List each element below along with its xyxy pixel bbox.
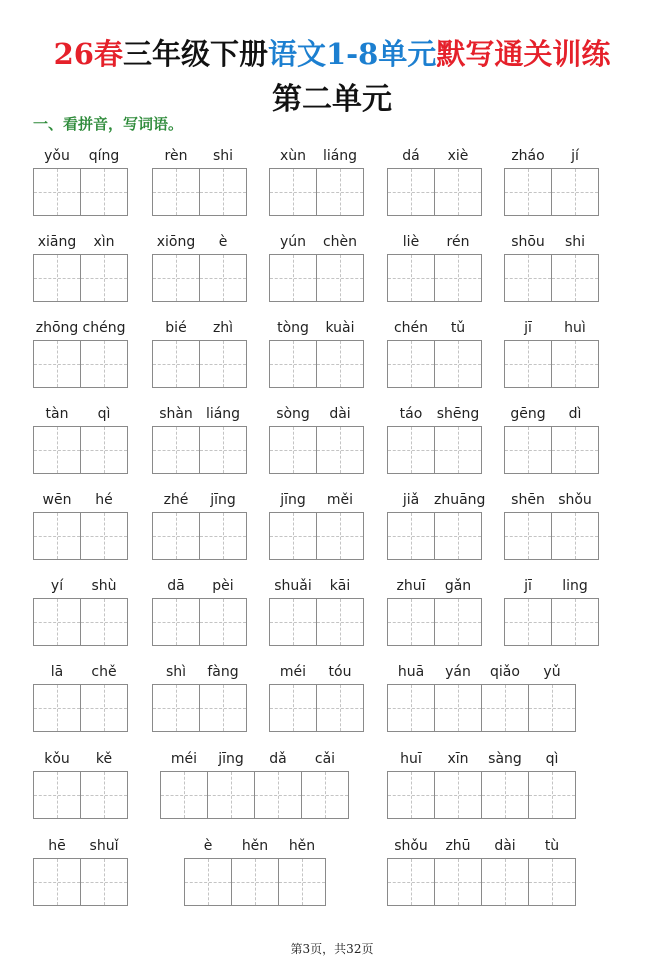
writing-box[interactable] xyxy=(504,598,552,646)
pinyin-syllable: è xyxy=(203,838,213,854)
writing-box[interactable] xyxy=(199,340,247,388)
pinyin-syllable: xiōng xyxy=(156,234,196,250)
writing-box[interactable] xyxy=(33,858,81,906)
writing-box[interactable] xyxy=(152,168,200,216)
pinyin-syllable: xīn xyxy=(447,751,469,767)
pinyin-syllable: shàn xyxy=(159,406,193,422)
pinyin-syllable: zháo xyxy=(511,148,545,164)
writing-box[interactable] xyxy=(184,858,232,906)
writing-box-group xyxy=(33,771,128,819)
pinyin-syllable: chéng xyxy=(82,320,126,336)
writing-box[interactable] xyxy=(528,684,576,732)
writing-box[interactable] xyxy=(80,254,128,302)
writing-box[interactable] xyxy=(481,858,529,906)
pinyin-syllable: yán xyxy=(445,664,471,680)
writing-box-group xyxy=(160,771,349,819)
writing-box-group xyxy=(387,254,482,302)
pinyin-syllable: wēn xyxy=(42,492,72,508)
writing-box[interactable] xyxy=(33,168,81,216)
pinyin-syllable: shuǐ xyxy=(89,838,119,854)
writing-box-group xyxy=(33,426,128,474)
pinyin-syllable: zhì xyxy=(212,320,234,336)
writing-box[interactable] xyxy=(152,340,200,388)
pinyin-syllable: shi xyxy=(564,234,586,250)
pinyin-syllable: sàng xyxy=(488,751,522,767)
writing-box-group xyxy=(387,340,482,388)
writing-box[interactable] xyxy=(269,254,317,302)
writing-box[interactable] xyxy=(434,426,482,474)
title-grade: 三年级下册 xyxy=(122,37,268,71)
writing-box[interactable] xyxy=(80,598,128,646)
writing-box-group xyxy=(504,512,599,560)
writing-box[interactable] xyxy=(434,858,482,906)
writing-box-group xyxy=(387,858,576,906)
pinyin-syllable: xiāng xyxy=(37,234,77,250)
pinyin-syllable: huā xyxy=(397,664,425,680)
writing-box-group xyxy=(387,771,576,819)
writing-box[interactable] xyxy=(316,340,364,388)
writing-box[interactable] xyxy=(387,684,435,732)
pinyin-syllable: hé xyxy=(95,492,113,508)
pinyin-syllable: jī xyxy=(524,578,532,594)
writing-box-group xyxy=(33,340,128,388)
writing-box-group xyxy=(33,858,128,906)
pinyin-syllable: ling xyxy=(562,578,588,594)
pinyin-syllable: shēng xyxy=(436,406,480,422)
pinyin-syllable: pèi xyxy=(212,578,234,594)
pinyin-syllable: chě xyxy=(91,664,117,680)
pinyin-syllable: xùn xyxy=(279,148,307,164)
writing-box[interactable] xyxy=(504,168,552,216)
writing-box[interactable] xyxy=(199,168,247,216)
writing-box[interactable] xyxy=(481,684,529,732)
writing-box-group xyxy=(504,254,599,302)
writing-box[interactable] xyxy=(316,168,364,216)
writing-box-group xyxy=(269,512,364,560)
writing-box[interactable] xyxy=(528,771,576,819)
pinyin-syllable: qiǎo xyxy=(490,664,520,680)
writing-box[interactable] xyxy=(504,426,552,474)
writing-box-group xyxy=(33,254,128,302)
writing-box[interactable] xyxy=(387,340,435,388)
writing-box[interactable] xyxy=(33,426,81,474)
writing-box[interactable] xyxy=(160,771,208,819)
writing-box[interactable] xyxy=(199,254,247,302)
pinyin-syllable: dā xyxy=(167,578,185,594)
writing-box[interactable] xyxy=(387,771,435,819)
writing-box-group xyxy=(269,340,364,388)
writing-box[interactable] xyxy=(316,254,364,302)
writing-box[interactable] xyxy=(269,168,317,216)
writing-box[interactable] xyxy=(387,426,435,474)
writing-box[interactable] xyxy=(199,426,247,474)
writing-box-group xyxy=(387,168,482,216)
writing-box[interactable] xyxy=(231,858,279,906)
pinyin-syllable: jīng xyxy=(210,492,236,508)
pinyin-syllable: yí xyxy=(50,578,64,594)
pinyin-syllable: gēng xyxy=(510,406,546,422)
writing-box[interactable] xyxy=(301,771,349,819)
pinyin-syllable: qì xyxy=(545,751,559,767)
writing-box[interactable] xyxy=(387,168,435,216)
writing-box[interactable] xyxy=(33,340,81,388)
pinyin-syllable: méi xyxy=(170,751,198,767)
writing-box[interactable] xyxy=(80,771,128,819)
writing-box[interactable] xyxy=(504,340,552,388)
writing-box[interactable] xyxy=(80,426,128,474)
writing-box[interactable] xyxy=(269,426,317,474)
title-exercise: 默写通关训练 xyxy=(436,37,611,71)
writing-box[interactable] xyxy=(387,858,435,906)
writing-box[interactable] xyxy=(551,340,599,388)
pinyin-syllable: měi xyxy=(326,492,354,508)
pinyin-syllable: jiǎ xyxy=(402,492,420,508)
pinyin-syllable: huī xyxy=(400,751,422,767)
pinyin-syllable: tóu xyxy=(328,664,352,680)
pinyin-syllable: kuài xyxy=(325,320,355,336)
writing-box-group xyxy=(269,426,364,474)
writing-box-group xyxy=(269,598,364,646)
pinyin-syllable: kāi xyxy=(329,578,351,594)
writing-box[interactable] xyxy=(481,771,529,819)
writing-box-group xyxy=(504,340,599,388)
writing-box[interactable] xyxy=(504,512,552,560)
pinyin-syllable: gǎn xyxy=(444,578,472,594)
writing-box[interactable] xyxy=(33,598,81,646)
page-number: 第3页，共32页 xyxy=(290,942,374,956)
pinyin-syllable: dài xyxy=(329,406,351,422)
writing-box[interactable] xyxy=(152,254,200,302)
pinyin-syllable: shēn xyxy=(511,492,545,508)
writing-box[interactable] xyxy=(434,340,482,388)
writing-box[interactable] xyxy=(434,684,482,732)
writing-box[interactable] xyxy=(152,426,200,474)
writing-box[interactable] xyxy=(387,598,435,646)
pinyin-syllable: shi xyxy=(212,148,234,164)
pinyin-syllable: zhōng xyxy=(35,320,79,336)
writing-box[interactable] xyxy=(33,684,81,732)
writing-box[interactable] xyxy=(316,512,364,560)
pinyin-syllable: shōu xyxy=(511,234,545,250)
writing-box-group xyxy=(152,512,247,560)
writing-box-group xyxy=(152,426,247,474)
writing-box[interactable] xyxy=(387,254,435,302)
writing-box-group xyxy=(504,168,599,216)
section-heading: 一、看拼音，写词语。 xyxy=(33,115,184,133)
writing-box[interactable] xyxy=(551,598,599,646)
pinyin-syllable: tàn xyxy=(45,406,69,422)
writing-box-group xyxy=(269,254,364,302)
writing-box[interactable] xyxy=(528,858,576,906)
pinyin-syllable: fàng xyxy=(207,664,239,680)
title-year: 26春 xyxy=(53,37,123,71)
writing-box[interactable] xyxy=(316,426,364,474)
writing-box-group xyxy=(387,426,482,474)
pinyin-syllable: cǎi xyxy=(314,751,336,767)
writing-box[interactable] xyxy=(33,254,81,302)
pinyin-syllable: tù xyxy=(544,838,560,854)
pinyin-syllable: zhé xyxy=(163,492,189,508)
writing-box-group xyxy=(184,858,326,906)
pinyin-syllable: hē xyxy=(48,838,66,854)
writing-box[interactable] xyxy=(152,512,200,560)
pinyin-syllable: liè xyxy=(402,234,420,250)
writing-box[interactable] xyxy=(434,254,482,302)
pinyin-syllable: è xyxy=(218,234,228,250)
writing-box-group xyxy=(269,168,364,216)
pinyin-syllable: liáng xyxy=(322,148,358,164)
writing-box-group xyxy=(152,168,247,216)
writing-box-group xyxy=(269,684,364,732)
writing-box[interactable] xyxy=(80,340,128,388)
writing-box[interactable] xyxy=(80,168,128,216)
pinyin-syllable: kě xyxy=(95,751,113,767)
pinyin-syllable: dá xyxy=(402,148,420,164)
writing-box-group xyxy=(33,168,128,216)
writing-box-group xyxy=(33,684,128,732)
pinyin-syllable: yún xyxy=(279,234,307,250)
pinyin-syllable: dài xyxy=(494,838,516,854)
writing-box[interactable] xyxy=(80,512,128,560)
pinyin-syllable: rén xyxy=(446,234,470,250)
writing-box-group xyxy=(387,598,482,646)
pinyin-syllable: zhuī xyxy=(396,578,426,594)
pinyin-syllable: bié xyxy=(165,320,187,336)
pinyin-syllable: shǒu xyxy=(394,838,428,854)
pinyin-syllable: tòng xyxy=(277,320,309,336)
pinyin-syllable: shì xyxy=(165,664,187,680)
writing-box[interactable] xyxy=(434,771,482,819)
writing-box-group xyxy=(504,598,599,646)
pinyin-syllable: jīng xyxy=(280,492,306,508)
writing-box[interactable] xyxy=(278,858,326,906)
writing-box-group xyxy=(387,512,482,560)
pinyin-syllable: zhū xyxy=(445,838,471,854)
pinyin-syllable: dì xyxy=(568,406,582,422)
pinyin-syllable: yǒu xyxy=(44,148,70,164)
unit-title: 第二单元 xyxy=(272,82,392,117)
writing-box[interactable] xyxy=(551,254,599,302)
writing-box-group xyxy=(387,684,576,732)
pinyin-syllable: méi xyxy=(279,664,307,680)
writing-box[interactable] xyxy=(434,512,482,560)
writing-box[interactable] xyxy=(551,168,599,216)
pinyin-syllable: lā xyxy=(50,664,64,680)
writing-box-group xyxy=(152,254,247,302)
pinyin-syllable: jī xyxy=(524,320,532,336)
pinyin-syllable: zhuāng xyxy=(434,492,486,508)
writing-box-group xyxy=(152,684,247,732)
pinyin-syllable: rèn xyxy=(164,148,188,164)
pinyin-syllable: jí xyxy=(571,148,579,164)
writing-box[interactable] xyxy=(152,598,200,646)
pinyin-syllable: hěn xyxy=(288,838,316,854)
writing-box[interactable] xyxy=(269,598,317,646)
writing-box[interactable] xyxy=(434,598,482,646)
writing-box[interactable] xyxy=(551,426,599,474)
pinyin-syllable: sòng xyxy=(276,406,310,422)
pinyin-syllable: shǒu xyxy=(558,492,592,508)
pinyin-syllable: qì xyxy=(97,406,111,422)
writing-box[interactable] xyxy=(387,512,435,560)
writing-box[interactable] xyxy=(33,512,81,560)
pinyin-syllable: xìn xyxy=(93,234,115,250)
pinyin-syllable: qíng xyxy=(88,148,120,164)
pinyin-syllable: táo xyxy=(399,406,423,422)
writing-box-group xyxy=(33,598,128,646)
pinyin-syllable: hěn xyxy=(241,838,269,854)
writing-box[interactable] xyxy=(316,684,364,732)
writing-box[interactable] xyxy=(80,684,128,732)
writing-box[interactable] xyxy=(152,684,200,732)
pinyin-syllable: jīng xyxy=(218,751,244,767)
writing-box-group xyxy=(33,512,128,560)
page-title xyxy=(0,34,664,74)
writing-box[interactable] xyxy=(434,168,482,216)
pinyin-syllable: dǎ xyxy=(269,751,287,767)
writing-box-group xyxy=(152,340,247,388)
pinyin-syllable: shuǎi xyxy=(274,578,312,594)
writing-box[interactable] xyxy=(199,684,247,732)
pinyin-syllable: chén xyxy=(393,320,429,336)
pinyin-syllable: kǒu xyxy=(44,751,70,767)
title-subject: 语文1-8单元 xyxy=(267,37,437,71)
writing-box[interactable] xyxy=(199,598,247,646)
writing-box[interactable] xyxy=(551,512,599,560)
writing-box[interactable] xyxy=(33,771,81,819)
writing-box[interactable] xyxy=(316,598,364,646)
pinyin-syllable: xiè xyxy=(447,148,469,164)
writing-box[interactable] xyxy=(207,771,255,819)
writing-box[interactable] xyxy=(504,254,552,302)
pinyin-syllable: chèn xyxy=(322,234,358,250)
writing-box[interactable] xyxy=(80,858,128,906)
writing-box[interactable] xyxy=(199,512,247,560)
pinyin-syllable: yǔ xyxy=(543,664,561,680)
writing-box[interactable] xyxy=(269,684,317,732)
pinyin-syllable: tǔ xyxy=(450,320,466,336)
pinyin-syllable: huì xyxy=(564,320,586,336)
writing-box[interactable] xyxy=(254,771,302,819)
pinyin-syllable: shù xyxy=(91,578,117,594)
writing-box-group xyxy=(504,426,599,474)
pinyin-syllable: liáng xyxy=(205,406,241,422)
writing-box-group xyxy=(152,598,247,646)
writing-box[interactable] xyxy=(269,512,317,560)
writing-box[interactable] xyxy=(269,340,317,388)
